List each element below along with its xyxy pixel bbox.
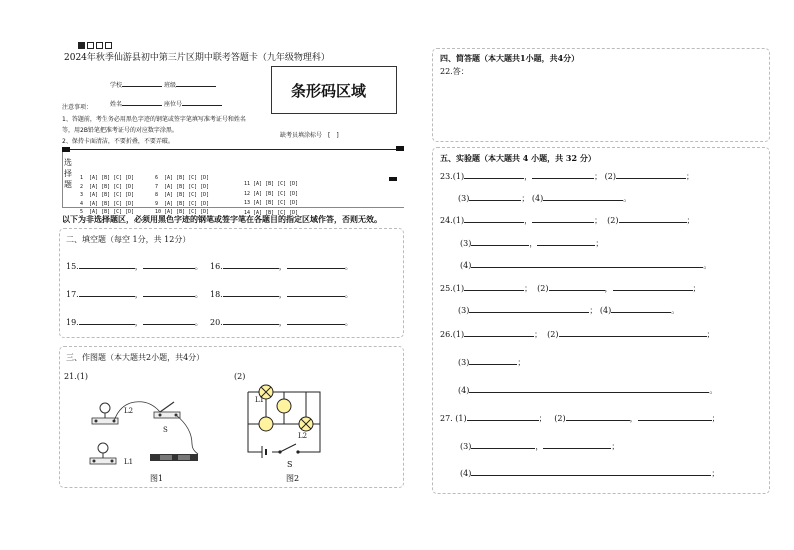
timing-mark bbox=[62, 147, 70, 152]
q22-label[interactable]: 22.答： bbox=[440, 67, 469, 76]
q27-row3[interactable]: (4) ； bbox=[460, 469, 720, 478]
q27-row1[interactable]: 27. (1) ； (2) ， ； bbox=[440, 414, 720, 423]
choice-column-1[interactable]: 1 [A] [B] [C] [D] 2 [A] [B] [C] [D] 3 [A] [B] [C] [D] 4 [A] [B] [C] [D] 5 [A] [B] [C] [D] bbox=[80, 175, 135, 215]
q26-row2[interactable]: (3) ； bbox=[458, 358, 526, 367]
lamp-l2-icon bbox=[299, 417, 313, 431]
q26-row3[interactable]: (4) 。 bbox=[458, 386, 718, 395]
name-field[interactable]: 姓名 座位号 bbox=[110, 97, 222, 108]
q20[interactable]: 20. ， 。 bbox=[210, 318, 353, 327]
q24-row1[interactable]: 24.(1) ， ； (2) ； bbox=[440, 216, 695, 225]
note-2: 等，用2B铅笔把准考证号的对应数字涂黑。 bbox=[62, 127, 178, 134]
choice-column-2[interactable]: 6 [A] [B] [C] [D] 7 [A] [B] [C] [D] 8 [A] [B] [C] [D] 9 [A] [B] [C] [D] 10 [A] [B] [C] [D] bbox=[155, 175, 210, 215]
note-3: 2、保持卡面清洁，不要折叠，不要弄破。 bbox=[62, 138, 174, 145]
fig1-l2-label: L2 bbox=[124, 407, 134, 415]
q16[interactable]: 16. ， 。 bbox=[210, 262, 353, 271]
fig1-s-label: S bbox=[163, 426, 168, 434]
fig2-l2-label: L2 bbox=[298, 432, 308, 440]
note-1: 1、答题前，考生务必用黑色字迹的钢笔或签字笔填写准考证号和姓名 bbox=[62, 116, 246, 123]
fig2-l1-label: L1 bbox=[255, 396, 265, 404]
choice-column-3[interactable]: 11 [A] [B] [C] [D] 12 [A] [B] [C] [D] 13 [A] [B] [C] [D] 14 [A] [B] [C] [D] bbox=[244, 181, 299, 216]
choice-side-label: 选 择 题 bbox=[64, 158, 72, 189]
figure1-components bbox=[80, 392, 210, 470]
short-answer-title: 四、简答题（本大题共1小题，共4分） bbox=[440, 53, 580, 63]
notes-title: 注意事项： bbox=[62, 104, 93, 111]
drawing-title: 三、作图题（本大题共2小题，共4分） bbox=[66, 353, 205, 362]
lamp-icon bbox=[277, 399, 291, 413]
q15[interactable]: 15. ， 。 bbox=[66, 262, 203, 271]
bulb-l1-icon bbox=[90, 443, 116, 464]
q21-part1-label: 21.(1) bbox=[64, 372, 89, 381]
choice-top-rule bbox=[62, 149, 404, 150]
choice-left-rule bbox=[62, 152, 63, 207]
sheet-title: 2024年秋季仙游县初中第三片区期中联考答题卡（九年级物理科） bbox=[64, 53, 330, 63]
timing-mark bbox=[389, 177, 397, 181]
q21-part2-label: (2) bbox=[234, 372, 246, 381]
q17[interactable]: 17. ， 。 bbox=[66, 290, 203, 299]
fill-title: 二、填空题（每空 1分，共 12分） bbox=[66, 235, 191, 244]
q23-row2[interactable]: (3) ； (4) 。 bbox=[458, 194, 632, 203]
q24-row2[interactable]: (3) ， ； bbox=[460, 239, 604, 248]
absent-label: 缺考员填涂标号 [ ] bbox=[280, 132, 339, 139]
fig1-l1-label: L1 bbox=[124, 458, 134, 466]
q24-row3[interactable]: (4) 。 bbox=[460, 261, 712, 270]
battery-icon bbox=[150, 454, 198, 461]
figure2-circuit bbox=[240, 380, 330, 468]
q19[interactable]: 19. ， 。 bbox=[66, 318, 203, 327]
q25-row1[interactable]: 25.(1) ； (2) ， ； bbox=[440, 284, 701, 293]
q25-row2[interactable]: (3) ； (4) 。 bbox=[458, 306, 680, 315]
fig2-caption: 图2 bbox=[286, 474, 300, 483]
q23-row1[interactable]: 23.(1) ， ； (2) ； bbox=[440, 172, 694, 181]
school-field[interactable]: 学校 班级 bbox=[110, 78, 216, 89]
timing-mark bbox=[396, 146, 404, 151]
lamp-icon bbox=[259, 417, 273, 431]
q26-row1[interactable]: 26.(1) ； (2) ； bbox=[440, 330, 715, 339]
experiment-title: 五、实验题（本大题共 4 小题，共 32 分） bbox=[440, 153, 596, 163]
fig1-caption: 图1 bbox=[150, 474, 164, 483]
q18[interactable]: 18. ， 。 bbox=[210, 290, 353, 299]
fig2-s-label: S bbox=[287, 460, 293, 469]
non-choice-instruction: 以下为非选择题区，必须用黑色字迹的钢笔或签字笔在各题目的指定区域作答，否则无效。 bbox=[62, 214, 382, 224]
q27-row2[interactable]: (3) ， ； bbox=[460, 442, 620, 451]
barcode-label: 条形码区域 bbox=[291, 82, 367, 100]
